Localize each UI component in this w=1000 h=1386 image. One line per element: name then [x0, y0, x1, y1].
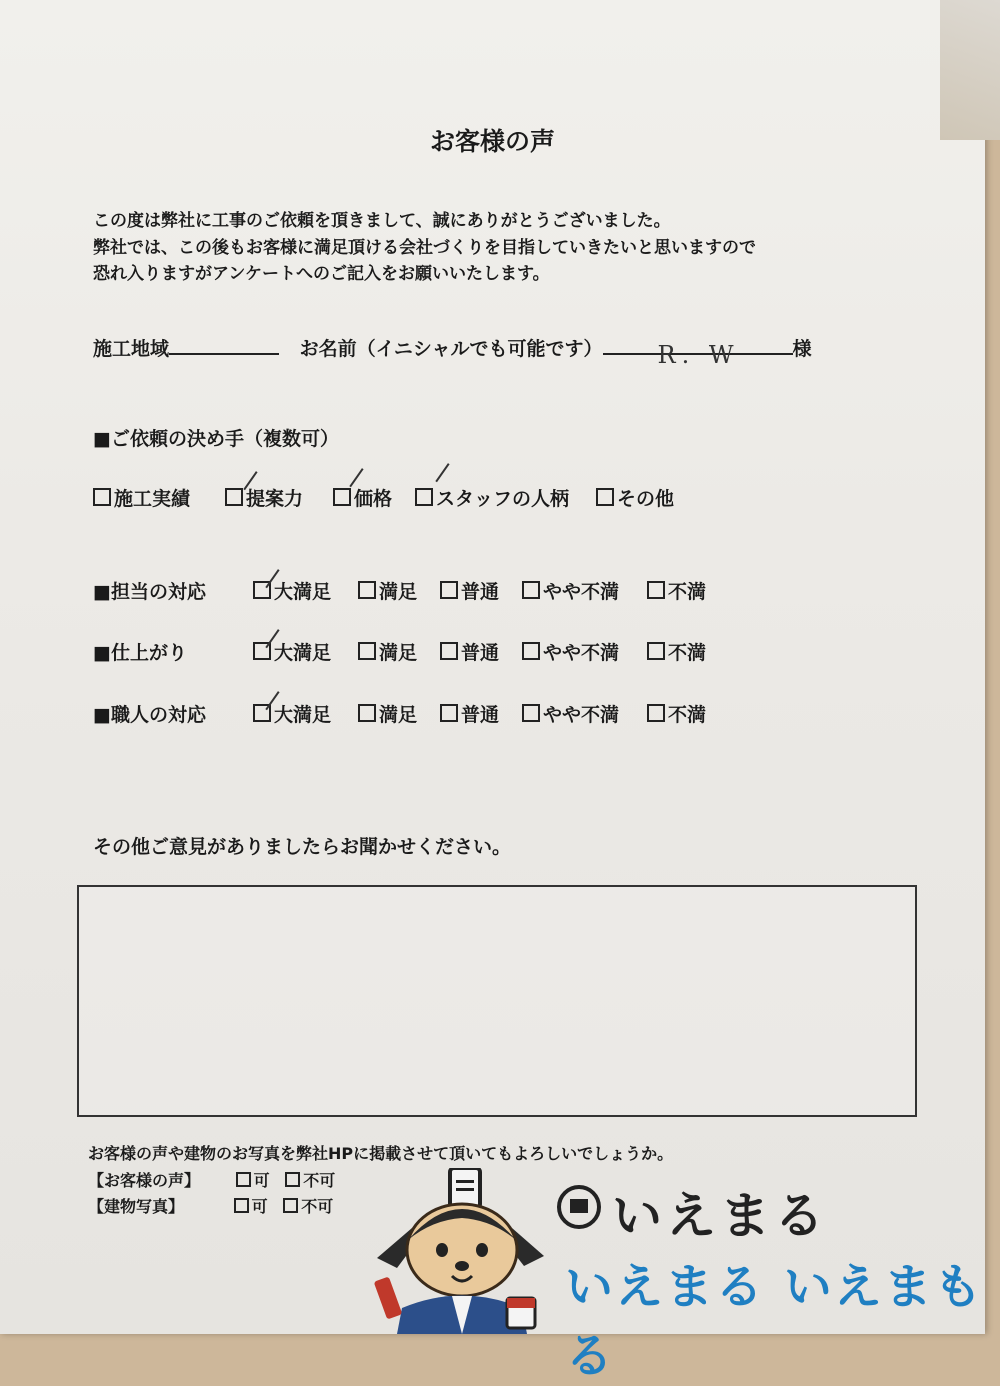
choice-label: やや不満 [543, 642, 620, 664]
option-label: 価格 [354, 488, 393, 510]
decision-heading: ■ご依頼の決め手（複数可） [93, 428, 339, 450]
choice-label: やや不満 [543, 704, 620, 726]
choice-label: やや不満 [543, 581, 620, 603]
choice-label: 大満足 [274, 642, 332, 664]
checkbox[interactable] [647, 581, 665, 599]
decision-option-4[interactable] [415, 484, 569, 511]
rating-1-choice-3[interactable] [440, 577, 499, 604]
checkbox[interactable] [522, 642, 540, 660]
option-label: その他 [617, 488, 675, 510]
publish-question: お客様の声や建物のお写真を弊社HPに掲載させて頂いてもよろしいでしょうか。 [88, 1144, 674, 1163]
choice-label: 不満 [668, 581, 707, 603]
option-label: 不可 [301, 1197, 334, 1216]
checkbox[interactable] [93, 488, 111, 506]
rating-3-choice-5[interactable] [647, 700, 706, 727]
decision-option-3[interactable] [333, 484, 392, 511]
rating-2-choice-3[interactable] [440, 638, 499, 665]
rating-2-choice-2[interactable] [358, 638, 417, 665]
rating-1-choice-4[interactable] [522, 577, 619, 604]
option-label: 施工実績 [114, 488, 191, 510]
choice-label: 大満足 [274, 704, 332, 726]
intro-line-3: 恐れ入りますがアンケートへのご記入をお願いいたします。 [93, 264, 550, 284]
mascot-illustration [372, 1168, 547, 1334]
choice-label: 普通 [461, 581, 500, 603]
rating-3-choice-2[interactable] [358, 700, 417, 727]
publish-row-label: 【建物写真】 [88, 1197, 185, 1216]
choice-label: 普通 [461, 704, 500, 726]
checkbox[interactable] [358, 642, 376, 660]
checkbox[interactable] [647, 642, 665, 660]
decision-option-5[interactable] [596, 484, 674, 511]
choice-label: 満足 [379, 704, 418, 726]
checkbox[interactable] [522, 704, 540, 722]
checkbox[interactable] [440, 642, 458, 660]
honorific: 様 [792, 338, 812, 360]
publish-row-voice [88, 1168, 335, 1191]
checkbox[interactable] [647, 704, 665, 722]
brand-name: いえまる [612, 1187, 828, 1245]
rating-2-choice-4[interactable] [522, 638, 619, 665]
checkbox[interactable] [285, 1172, 300, 1187]
choice-label: 満足 [379, 642, 418, 664]
rating-3-choice-4[interactable] [522, 700, 619, 727]
checkbox[interactable] [440, 704, 458, 722]
option-label: 可 [253, 1171, 270, 1190]
publish-no-option[interactable] [285, 1171, 335, 1190]
info-row [93, 334, 812, 369]
rating-1-choice-5[interactable] [647, 577, 706, 604]
checkbox[interactable] [440, 581, 458, 599]
intro-line-1: この度は弊社に工事のご依頼を頂きまして、誠にありがとうございました。 [93, 211, 671, 231]
choice-label: 普通 [461, 642, 500, 664]
checkbox[interactable] [358, 704, 376, 722]
comments-prompt: その他ご意見がありましたらお聞かせください。 [93, 836, 512, 858]
checkbox[interactable] [522, 581, 540, 599]
rating-label-3: ■職人の対応 [93, 704, 206, 726]
area-field[interactable] [169, 353, 279, 355]
rating-3-choice-3[interactable] [440, 700, 499, 727]
publish-yes-option[interactable] [234, 1197, 268, 1216]
rating-label-2: ■仕上がり [93, 642, 187, 664]
checkbox[interactable] [333, 488, 351, 506]
comments-textarea[interactable] [77, 885, 917, 1117]
option-label: 提案力 [246, 488, 304, 510]
name-value: R. W [657, 341, 740, 369]
checkbox[interactable] [225, 488, 243, 506]
checkbox[interactable] [358, 581, 376, 599]
paintbrush-icon [374, 1276, 403, 1319]
checkbox[interactable] [234, 1198, 249, 1213]
option-label: 可 [251, 1197, 268, 1216]
rating-label-1: ■担当の対応 [93, 581, 206, 603]
checkbox[interactable] [596, 488, 614, 506]
checkbox[interactable] [415, 488, 433, 506]
option-label: スタッフの人柄 [436, 488, 570, 510]
rating-2-choice-5[interactable] [647, 638, 706, 665]
checkbox[interactable] [236, 1172, 251, 1187]
checkbox[interactable] [283, 1198, 298, 1213]
choice-label: 満足 [379, 581, 418, 603]
publish-no-option[interactable] [283, 1197, 333, 1216]
choice-label: 不満 [668, 704, 707, 726]
name-field[interactable] [603, 341, 793, 369]
house-logo-icon [557, 1185, 601, 1229]
publish-row-photo [88, 1194, 333, 1217]
decision-option-2[interactable] [225, 484, 303, 511]
rating-1-choice-2[interactable] [358, 577, 417, 604]
option-label: 不可 [303, 1171, 336, 1190]
brand-slogan: いえまる いえまもる [565, 1259, 984, 1384]
choice-label: 不満 [668, 642, 707, 664]
choice-label: 大満足 [274, 581, 332, 603]
page-title: お客様の声 [429, 127, 555, 156]
publish-yes-option[interactable] [236, 1171, 270, 1190]
name-label: お名前（イニシャルでも可能です） [299, 338, 603, 360]
background-surface [940, 0, 1000, 140]
intro-line-2: 弊社では、この後もお客様に満足頂ける会社づくりを目指していきたいと思いますので [93, 238, 756, 258]
publish-row-label: 【お客様の声】 [88, 1171, 201, 1190]
area-label: 施工地域 [93, 338, 170, 360]
decision-option-1[interactable] [93, 484, 190, 511]
